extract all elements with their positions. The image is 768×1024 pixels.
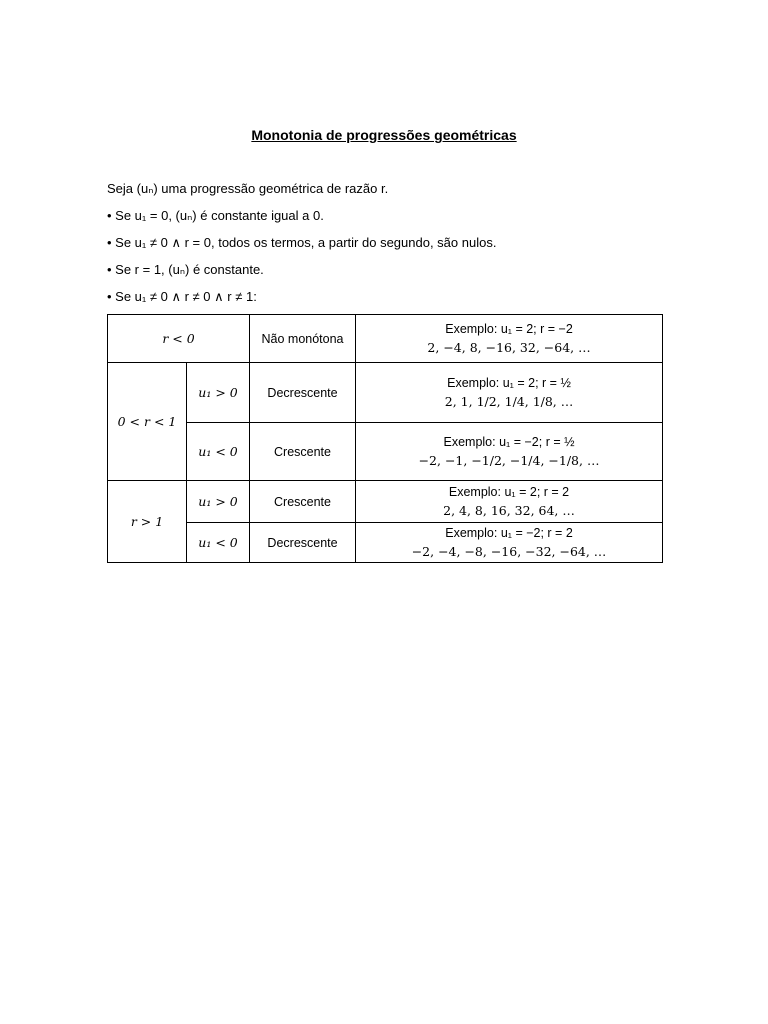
example-sequence: −2, −4, −8, −16, −32, −64, … xyxy=(411,543,607,559)
table-row xyxy=(108,363,663,423)
u-condition-cell: u₁ > 0 xyxy=(187,481,250,523)
bullet-item: • Se u₁ ≠ 0 ∧ r = 0, todos os termos, a partir do segundo, são nulos. xyxy=(107,235,497,250)
example-label: Exemplo: u₁ = 2; r = −2 xyxy=(445,321,573,336)
example-sequence: −2, −1, −1/2, −1/4, −1/8, … xyxy=(418,452,600,468)
example-sequence: 2, 4, 8, 16, 32, 64, … xyxy=(443,502,575,518)
example-label: Exemplo: u₁ = 2; r = 2 xyxy=(448,484,570,499)
bullet-item: • Se r = 1, (uₙ) é constante. xyxy=(107,262,264,277)
monotonia-cell: Não monótona xyxy=(250,315,356,363)
example-sequence: 2, 1, 1/2, 1/4, 1/8, … xyxy=(444,393,574,409)
r-condition-cell: r < 0 xyxy=(108,315,250,363)
page-title xyxy=(0,127,768,143)
table-row xyxy=(108,315,663,363)
table-row xyxy=(108,481,663,523)
monotonia-cell: Decrescente xyxy=(250,523,356,563)
u-condition-cell: u₁ < 0 xyxy=(187,523,250,563)
example-label: Exemplo: u₁ = 2; r = ½ xyxy=(447,375,571,390)
intro-paragraph: Seja (uₙ) uma progressão geométrica de razão r. xyxy=(107,181,389,196)
monotonia-cell: Crescente xyxy=(250,481,356,523)
r-condition-cell: r > 1 xyxy=(108,481,187,563)
monotonia-table xyxy=(107,314,663,563)
bullet-item: • Se u₁ ≠ 0 ∧ r ≠ 0 ∧ r ≠ 1: xyxy=(107,289,257,304)
example-sequence: 2, −4, 8, −16, 32, −64, … xyxy=(427,339,591,355)
example-cell xyxy=(356,523,663,563)
example-label: Exemplo: u₁ = −2; r = 2 xyxy=(445,525,573,540)
page-title-text: Monotonia de progressões geométricas xyxy=(251,127,517,143)
u-condition-cell: u₁ > 0 xyxy=(187,363,250,423)
r-condition-cell: 0 < r < 1 xyxy=(108,363,187,481)
monotonia-cell: Crescente xyxy=(250,423,356,481)
table-row xyxy=(108,423,663,481)
u-condition-cell: u₁ < 0 xyxy=(187,423,250,481)
example-cell xyxy=(356,315,663,363)
example-cell xyxy=(356,481,663,523)
monotonia-cell: Decrescente xyxy=(250,363,356,423)
example-cell xyxy=(356,423,663,481)
bullet-item: • Se u₁ = 0, (uₙ) é constante igual a 0. xyxy=(107,208,324,223)
example-cell xyxy=(356,363,663,423)
example-label: Exemplo: u₁ = −2; r = ½ xyxy=(443,434,575,449)
table-row xyxy=(108,523,663,563)
